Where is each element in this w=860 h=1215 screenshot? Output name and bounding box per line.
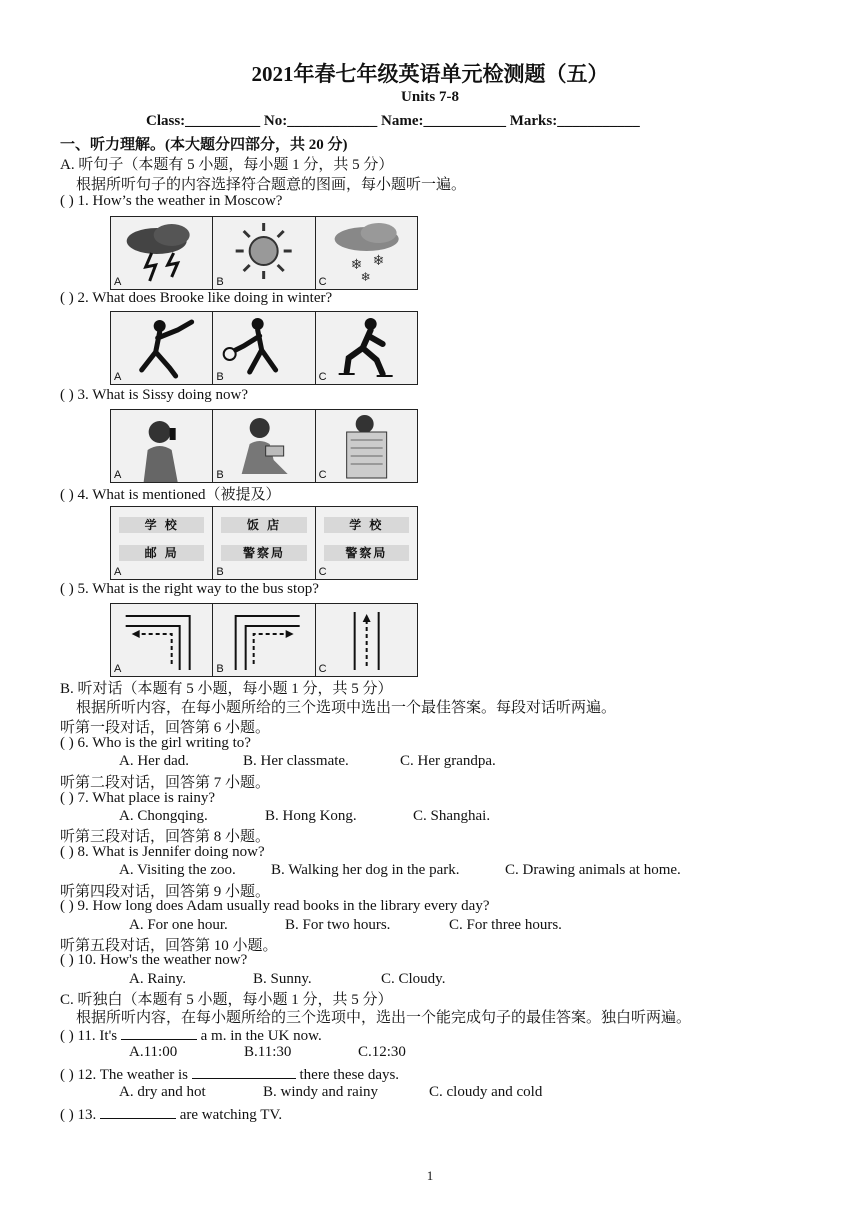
q4-image-row [110,506,418,580]
q6-option-b: B. Her classmate. [243,753,349,769]
snowy-picture [316,217,417,289]
question-10: ( ) 10. How's the weather now? [60,952,248,968]
places-option-c [316,507,417,579]
question-2: ( ) 2. What does Brooke like doing in winter? [60,290,333,306]
answer-blank[interactable] [100,1104,176,1119]
place-sign: 学 校 [324,517,409,533]
q13-text-before: ( ) 13. [60,1107,97,1123]
q8-option-c: C. Drawing animals at home. [505,862,681,878]
dialog-intro: 听第五段对话，回答第 10 小题。 [60,938,278,954]
q8-option-a: A. Visiting the zoo. [119,862,236,878]
sunny-picture [213,217,315,289]
option-label: C [318,371,327,383]
cricket-player-picture [111,312,213,384]
svg-text:❄: ❄ [372,254,385,269]
q6-option-a: A. Her dad. [119,753,189,769]
option-label: B [216,663,224,675]
q3-image-row [110,409,418,483]
girl-on-phone-picture [111,410,213,482]
exam-subtitle: Units 7-8 [401,89,459,105]
answer-blank[interactable] [121,1025,197,1040]
dialog-intro: 听第二段对话，回答第 7 小题。 [60,775,271,791]
option-label: B [216,469,224,481]
question-7: ( ) 7. What place is rainy? [60,790,216,806]
answer-blank[interactable] [192,1064,296,1079]
q6-option-c: C. Her grandpa. [400,753,496,769]
places-option-a [111,507,213,579]
q5-image-row [110,603,418,677]
q11-option-a: A.11:00 [129,1044,178,1060]
option-label: C [318,566,327,578]
q11-text-after: a m. in the UK now. [200,1028,322,1044]
svg-text:❄: ❄ [350,258,363,273]
dialog-intro: 听第四段对话，回答第 9 小题。 [60,884,271,900]
option-label: C [318,469,327,481]
q10-option-b: B. Sunny. [253,971,312,987]
q9-option-a: A. For one hour. [129,917,228,933]
option-label: A [114,663,122,675]
part-c-instruction: 根据所听内容，在每小题所给的三个选项中，选出一个能完成句子的最佳答案。独白听两遍。 [76,1010,692,1026]
q12-option-c: C. cloudy and cold [429,1084,543,1100]
place-sign: 饭 店 [221,517,306,533]
question-11 [60,1025,322,1045]
route-straight-picture [316,604,417,676]
option-label: A [114,469,122,481]
q11-text-before: ( ) 11. It's [60,1028,118,1044]
option-label: A [114,371,122,383]
option-label: B [216,371,224,383]
part-a-instruction: 根据所听句子的内容选择符合题意的图画，每小题听一遍。 [76,177,467,193]
dialog-intro: 听第三段对话，回答第 8 小题。 [60,829,271,845]
q12-option-b: B. windy and rainy [263,1084,378,1100]
girl-reading-book-picture [213,410,315,482]
thunderstorm-picture [111,217,213,289]
question-4: ( ) 4. What is mentioned（被提及） [60,487,281,503]
question-9: ( ) 9. How long does Adam usually read books in the library every day? [60,898,490,914]
q11-option-c: C.12:30 [358,1044,406,1060]
q7-option-c: C. Shanghai. [413,808,491,824]
option-label: A [114,566,122,578]
q12-option-a: A. dry and hot [119,1084,206,1100]
svg-text:❄: ❄ [360,270,371,284]
question-3: ( ) 3. What is Sissy doing now? [60,387,249,403]
q9-option-c: C. For three hours. [449,917,562,933]
q7-option-a: A. Chongqing. [119,808,208,824]
q9-option-b: B. For two hours. [285,917,391,933]
place-sign: 警察局 [324,545,409,561]
q10-option-c: C. Cloudy. [381,971,446,987]
option-label: C [318,663,327,675]
badminton-player-picture [213,312,315,384]
q10-option-a: A. Rainy. [129,971,186,987]
q12-text-after: there these days. [299,1067,400,1083]
question-13 [60,1104,282,1124]
route-turn-left-picture [111,604,213,676]
place-sign: 学 校 [119,517,204,533]
q12-text-before: ( ) 12. The weather is [60,1067,189,1083]
skater-picture [316,312,417,384]
question-12 [60,1064,399,1084]
question-8: ( ) 8. What is Jennifer doing now? [60,844,265,860]
option-label: B [216,276,224,288]
q8-option-b: B. Walking her dog in the park. [271,862,460,878]
question-5: ( ) 5. What is the right way to the bus stop? [60,581,319,597]
dialog-intro: 听第一段对话，回答第 6 小题。 [60,720,271,736]
q2-image-row [110,311,418,385]
part-c-heading: C. 听独白（本题有 5 小题，每小题 1 分，共 5 分） [60,992,393,1008]
part-a-heading: A. 听句子（本题有 5 小题，每小题 1 分，共 5 分） [60,157,394,173]
route-turn-right-picture [213,604,315,676]
q1-image-row [110,216,418,290]
option-label: B [216,566,224,578]
question-1: ( ) 1. How’s the weather in Moscow? [60,193,283,209]
place-sign: 邮 局 [119,545,204,561]
q7-option-b: B. Hong Kong. [265,808,357,824]
part-b-instruction: 根据所听内容，在每小题所给的三个选项中选出一个最佳答案。每段对话听两遍。 [76,700,617,716]
option-label: A [114,276,122,288]
q11-option-b: B.11:30 [244,1044,292,1060]
student-info-line: Class:__________ No:____________ Name:___________ Marks:___________ [146,113,640,129]
places-option-b [213,507,315,579]
exam-title: 2021年春七年级英语单元检测题（五） [251,62,609,86]
girl-reading-newspaper-picture [316,410,417,482]
place-sign: 警察局 [221,545,306,561]
question-6: ( ) 6. Who is the girl writing to? [60,735,251,751]
page-number: 1 [426,1168,434,1183]
section-heading: 一、听力理解。(本大题分四部分，共 20 分) [60,137,348,153]
part-b-heading: B. 听对话（本题有 5 小题，每小题 1 分，共 5 分） [60,681,393,697]
q13-text-after: are watching TV. [179,1107,283,1123]
option-label: C [318,276,327,288]
